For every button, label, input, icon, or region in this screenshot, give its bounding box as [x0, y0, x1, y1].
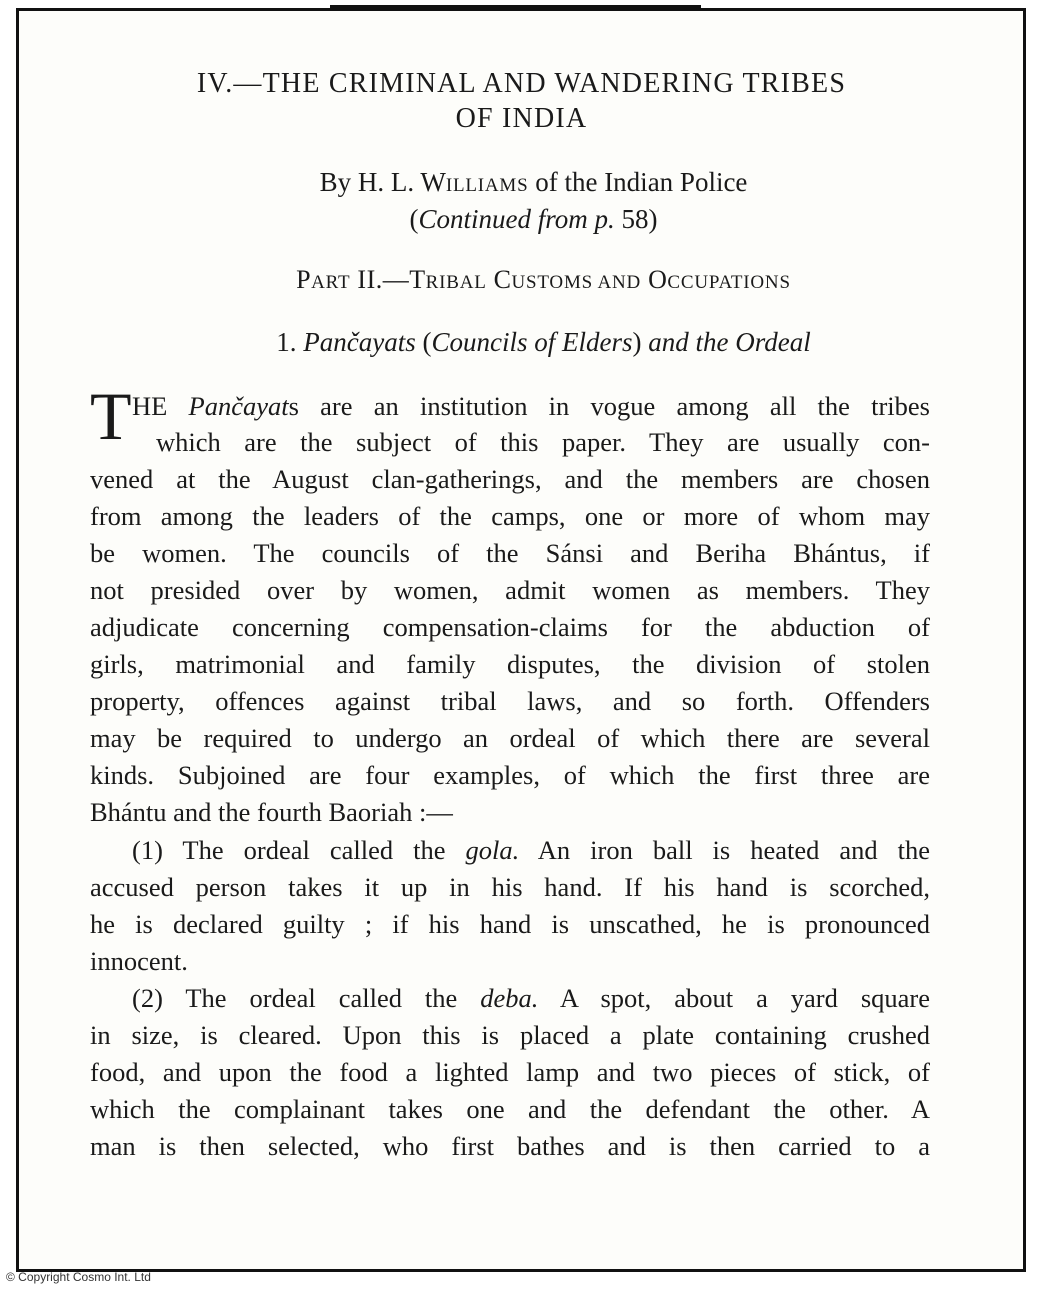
- section-term: Pančayats: [303, 327, 416, 357]
- section-gloss: Councils of Elders: [431, 327, 633, 357]
- part-word2-initial: C: [486, 265, 512, 294]
- body-line: Bhántu and the fourth Baoriah :—: [90, 797, 453, 827]
- text-span: An iron ball is heated and the: [519, 835, 931, 865]
- text-span: (1) The ordeal called the: [132, 835, 466, 865]
- body-line: [132, 980, 930, 1017]
- body-line: accused person takes it up in his hand. If his hand is scorched,: [90, 872, 930, 902]
- part-word2-rest: USTOMS: [511, 272, 594, 293]
- body-line: [132, 832, 930, 869]
- part-label-rest: ART: [311, 272, 351, 293]
- section-number: 1.: [276, 327, 304, 357]
- text-span: A spot, about a yard square: [538, 983, 930, 1013]
- body-line: not presided over by women, admit women as members. They: [90, 575, 930, 605]
- body-line: may be required to undergo an ordeal of which there are several: [90, 723, 930, 753]
- text-span: HE: [132, 391, 189, 421]
- body-line: which the complainant takes one and the defendant the other. A: [90, 1094, 930, 1124]
- part-word1-rest: RIBAL: [425, 272, 487, 293]
- continued-note: [12, 201, 1043, 237]
- section-open: (: [415, 327, 432, 357]
- continued-page: 58): [614, 204, 658, 234]
- body-line: in size, is cleared. Upon this is placed a plate containing crushed: [90, 1020, 930, 1050]
- continued-text: Continued from p.: [418, 204, 615, 234]
- section-close: ): [632, 327, 649, 357]
- body-line: innocent.: [90, 946, 188, 976]
- body-line: which are the subject of this paper. They are usually con-: [156, 427, 930, 457]
- italic-term: Pančayat: [188, 391, 289, 421]
- part-heading: [22, 262, 1043, 301]
- byline: [12, 164, 1043, 204]
- body-line: girls, matrimonial and family disputes, the division of stolen: [90, 649, 930, 679]
- byline-suffix: of the Indian Police: [528, 167, 748, 197]
- body-line: [132, 388, 930, 425]
- part-label-initial: P: [296, 265, 312, 294]
- body-line: adjudicate concerning compensation-claims for the abduction of: [90, 612, 930, 642]
- continued-open: (: [409, 204, 419, 234]
- part-number: II.—: [350, 265, 410, 294]
- copyright-notice: © Copyright Cosmo Int. Ltd: [6, 1270, 151, 1284]
- body-line: property, offences against tribal laws, and so forth. Offenders: [90, 686, 930, 716]
- part-word3: AND: [593, 272, 642, 293]
- part-word1-initial: T: [409, 265, 426, 294]
- body-line: from among the leaders of the camps, one or more of whom may: [90, 501, 930, 531]
- body-line: he is declared guilty ; if his hand is unscathed, he is pronounced: [90, 909, 930, 939]
- article-title-line-1: IV.—THE CRIMINAL AND WANDERING TRIBES: [196, 68, 847, 99]
- body-line: kinds. Subjoined are four examples, of which the first three are: [90, 760, 930, 790]
- section-heading: [22, 324, 1043, 360]
- body-line: man is then selected, who first bathes and is then carried to a: [90, 1131, 930, 1161]
- text-span: s are an institution in vogue among all the tribes: [288, 391, 930, 421]
- text-span: (2) The ordeal called the: [132, 983, 481, 1013]
- byline-author-rest: ILLIAMS: [445, 175, 529, 196]
- part-word4-initial: O: [641, 265, 668, 294]
- byline-prefix: By H. L.: [319, 167, 421, 197]
- byline-author-initial: W: [420, 167, 446, 197]
- italic-term: deba.: [480, 983, 539, 1013]
- section-rest: and the Ordeal: [648, 327, 811, 357]
- drop-cap: T: [90, 378, 132, 454]
- part-word4-rest: CCUPATIONS: [667, 272, 791, 293]
- body-line: vened at the August clan-gatherings, and the members are chosen: [90, 464, 930, 494]
- italic-term: gola.: [465, 835, 520, 865]
- top-rule: [330, 5, 701, 10]
- body-line: be women. The councils of the Sánsi and Beriha Bhántus, if: [90, 538, 930, 568]
- body-line: food, and upon the food a lighted lamp and two pieces of stick, of: [90, 1057, 930, 1087]
- article-title-line-2: OF INDIA: [455, 103, 588, 134]
